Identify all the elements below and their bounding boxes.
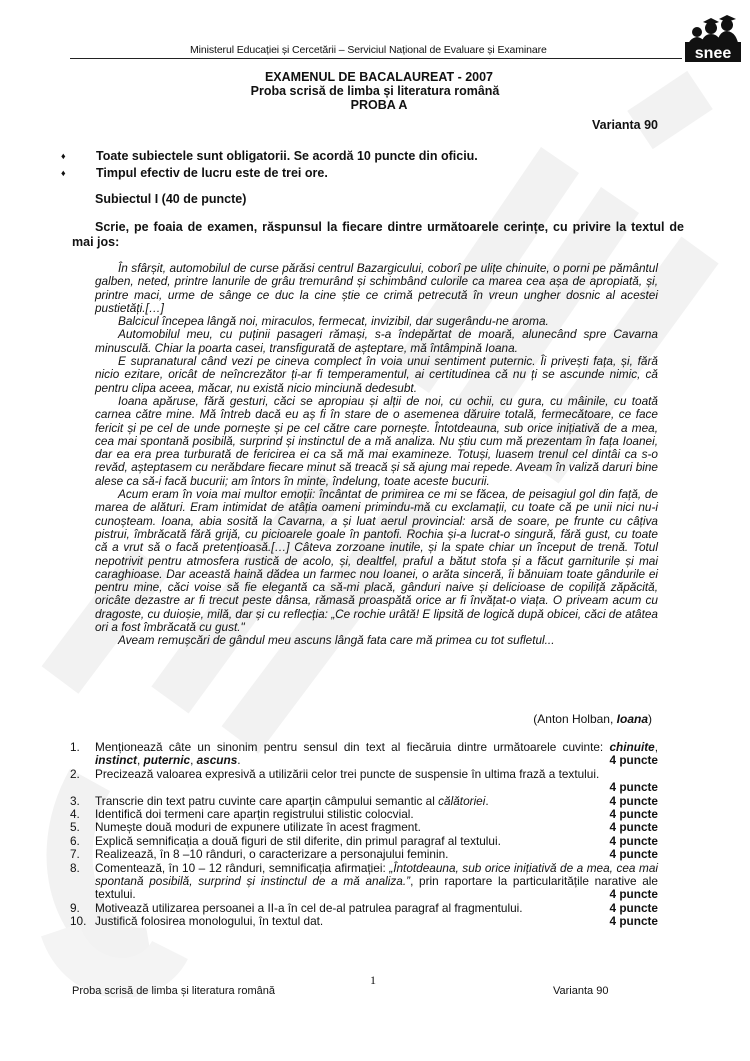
logo-graduate-cap [719, 15, 736, 22]
question-keyword: instinct [95, 753, 137, 768]
question-text: Comentează, în 10 – 12 rânduri, semnificația afirmației: [95, 860, 390, 875]
question-item [70, 835, 658, 848]
question-keyword: ascuns [196, 753, 238, 768]
exam-title-line1: EXAMENUL DE BACALAUREAT - 2007 [264, 70, 494, 84]
snee-logo [683, 14, 741, 62]
question-text-end: , prin raportare la particularitățile narative ale textului. [95, 874, 658, 902]
rule-item [60, 148, 478, 165]
question-number: 10. [70, 914, 87, 929]
exam-title [0, 70, 750, 112]
logo-text: snee [694, 45, 732, 62]
question-points: 4 puncte [609, 793, 658, 808]
page-number: 1 [370, 973, 376, 987]
exam-title-line3: PROBA A [350, 98, 408, 112]
instruction-text: Scrie, pe foaia de examen, răspunsul la fiecare dintre următoarele cerințe, cu privire la textul de mai jos: [72, 220, 684, 249]
question-points: 4 puncte [609, 780, 658, 795]
question-number: 1. [70, 740, 80, 754]
question-text: Justifică folosirea monologului, în textul dat. [95, 914, 324, 929]
attribution-work: Ioana [616, 712, 648, 726]
passage-paragraph: Acum eram în voia mai multor emoții: încântat de primirea ce mi se făcea, de peisagiul gol din față, de marea de alături. Eram intimidat de atâția oameni primindu-mă cu exclamații, cu toate că pe unii nici nu-i cunoșteam. Ioana, abia sosită la Cavarna, a și luat aerul provincial: arsă de soare, pe frunte cu câțiva pistrui, îmbrăcată fără grijă, cu picioarele goale în pantofi. Rochia și-a lucrat-o singură, fără gust, cu toate că a vrut să o facă pretențioasă.[…] Câteva zorzoane inutile, și la spate chiar un început de trenă. Totul nepotrivit pentru atmosfera rustică de acolo, și, dealtfel, praful a bătut stofa și a făcut garniturile și mai caraghioase. Dar această haină dădea un farmec nou Ioanei, o arăta sinceră, îi bănuiam toate gândurile ei pentru mine, căci voise să fie elegantă ca să-mi placă, gânduri naive și delicioase de copiliță zăpăcită, oricâte dezastre ar fi trecut peste dânsa, rămasă proaspătă orice ar fi învățat-o viața. O priveam acum cu dragoste, cu duioșie, milă, dar și cu reflecția: „Ce rochie urâtă! E lipsită de logică după obicei, căci de atâtea ori a fost îmbrăcată cu gust." [95, 487, 658, 635]
logo-graduate-cap [703, 18, 719, 25]
header-rule [70, 58, 682, 59]
question-text: Menționează câte un sinonim pentru sensul din text al fiecăruia dintre următoarele cuvinte: [95, 740, 610, 754]
question-keyword: puternic [143, 753, 191, 768]
attribution [533, 712, 652, 726]
question-points: 4 puncte [609, 887, 658, 902]
question-item: 1. Menționează câte un sinonim pentru sensul din text al fiecăruia dintre următoarele cuvinte: chinuite, instinct, puternic, ascuns. 4 puncte [70, 740, 658, 768]
header-institution: Ministerul Educației și Cercetării – Serviciul Național de Evaluare și Examinare [190, 44, 547, 56]
rule-item [60, 165, 478, 182]
question-number: 3. [70, 793, 80, 808]
attribution-close: ) [648, 712, 652, 726]
question-points: 4 puncte [609, 753, 658, 768]
question-emphasis: călătoriei [438, 793, 486, 808]
questions-list [70, 741, 658, 929]
question-item [70, 808, 658, 821]
question-points: 4 puncte [609, 900, 658, 915]
passage-paragraph: Aveam remușcări de gândul meu ascuns lângă fata care mă primea cu tot sufletul... [118, 633, 555, 648]
question-points: 4 puncte [609, 807, 658, 822]
question-text: Identifică doi termeni care aparțin registrului stilistic colocvial. [95, 807, 414, 822]
exam-title-line2: Proba scrisă de limba și literatura română [250, 84, 500, 98]
question-item [70, 862, 658, 902]
question-item [70, 902, 658, 915]
question-points: 4 puncte [609, 820, 658, 835]
passage-paragraph: Automobilul meu, cu puținii pasageri rămași, s-a îndepărtat de moară, alunecând spre Cavarna minusculă. Chiar la poarta casei, transfigurată de așteptare, mă întâmpină Ioana. [95, 327, 658, 355]
passage-paragraph: Ioana apăruse, fără gesturi, căci se apropiau și alții de noi, cu ochii, cu gura, cu mâinile, cu toată carnea către mine. Mă întreb dacă eu aș fi în stare de o asemenea dăruire totală, fermecătoare, ce face fericit și pe cel de unde pornește și pe cel către care pornește. Întotdeauna, sub orice inițiativă de a mea, cea mai spontană posibilă, surprind și instinctul de a mă analiza. Nu știu cum mă prezentam în fața Ioanei, dar ea era prea turburată de fericirea ei ca să mă mai examineze. Totuși, luasem trenul cel dintâi ca s-o revăd, așteptasem cu nerăbdare fiecare minut să treacă și să ajung mai repede. Aveam în valiză daruri bine alese ca să-i facă bucurii; am întors în minte, îndelung, toate aceste bucurii. [95, 393, 658, 488]
attribution-author: (Anton Holban, [533, 712, 617, 726]
variant-label: Varianta 90 [591, 118, 658, 132]
question-number: 8. [70, 860, 80, 875]
question-item [70, 821, 658, 834]
logo-graduate-head [692, 27, 702, 37]
rule-text: Timpul efectiv de lucru este de trei ore. [96, 166, 328, 180]
question-points: 4 puncte [609, 833, 658, 848]
rule-text: Toate subiectele sunt obligatorii. Se acordă 10 puncte din oficiu. [96, 149, 478, 163]
question-text: Realizează, în 8 –10 rânduri, o caracterizare a personajului feminin. [95, 847, 449, 862]
literary-passage [95, 262, 658, 648]
subject-heading: Subiectul I (40 de puncte) [95, 192, 247, 206]
passage-paragraph: În sfârșit, automobilul de curse părăsi centrul Bazargicului, coborî pe ulițe chinuite, o porni pe pământul galben, neted, printre lanurile de grâu tremurând și schimbând culorile ca marea cea așa de apropiată, și, printre maci, urme de sânge ce duc la cine știe ce crimă petrecută în vreun ungher dosnic al acestei pustietăți.[…] [95, 261, 658, 315]
diamond-bullet-icon: ♦ [61, 151, 66, 161]
question-number: 9. [70, 900, 80, 915]
question-text-end: . [485, 793, 489, 808]
question-item [70, 915, 658, 928]
question-item [70, 795, 658, 808]
question-text: Precizează valoarea expresivă a utilizării celor trei puncte de suspensie în ultima frază a textului. [95, 766, 600, 781]
passage-paragraph: Balcicul începea lângă noi, miraculos, fermecat, invizibil, dar sugerându-ne aroma. [118, 314, 549, 329]
footer-variant: Varianta 90 [553, 985, 609, 997]
question-number: 6. [70, 833, 80, 848]
question-text: Explică semnificația a două figuri de stil diferite, din primul paragraf al textului. [95, 833, 501, 848]
question-text: Transcrie din text patru cuvinte care aparțin câmpului semantic al [95, 793, 439, 808]
diamond-bullet-icon: ♦ [61, 168, 66, 178]
question-text: Numește două moduri de expunere utilizate în acest fragment. [95, 820, 421, 835]
question-number: 5. [70, 820, 80, 835]
question-number: 2. [70, 766, 80, 781]
question-number: 4. [70, 807, 80, 822]
question-points: 4 puncte [609, 914, 658, 929]
footer-exam-name: Proba scrisă de limba și literatura română [72, 985, 275, 997]
question-quote: „Întotdeauna, sub orice inițiativă de a mea, cea mai spontană posibilă, surprind și instinctul de a mă analiza.” [95, 860, 658, 889]
question-text: Motivează utilizarea persoanei a II-a în cel de-al patrulea paragraf al fragmentului. [95, 900, 523, 915]
rules-list [60, 148, 478, 182]
question-item [70, 848, 658, 861]
question-number: 7. [70, 847, 80, 862]
passage-paragraph: E supranatural când vezi pe cineva complect în voia unui sentiment puternic. Îi privești fața, și, fără nicio ezitare, oricât de neîncrezător ți-ar fi temperamentul, ai certitudinea că nu ți se ascunde nimic, că pentru clipa aceea, măcar, nu există nicio minciună dedesubt. [95, 354, 658, 395]
question-item [70, 768, 658, 795]
question-points: 4 puncte [609, 847, 658, 862]
question-keyword: chinuite [609, 740, 655, 754]
